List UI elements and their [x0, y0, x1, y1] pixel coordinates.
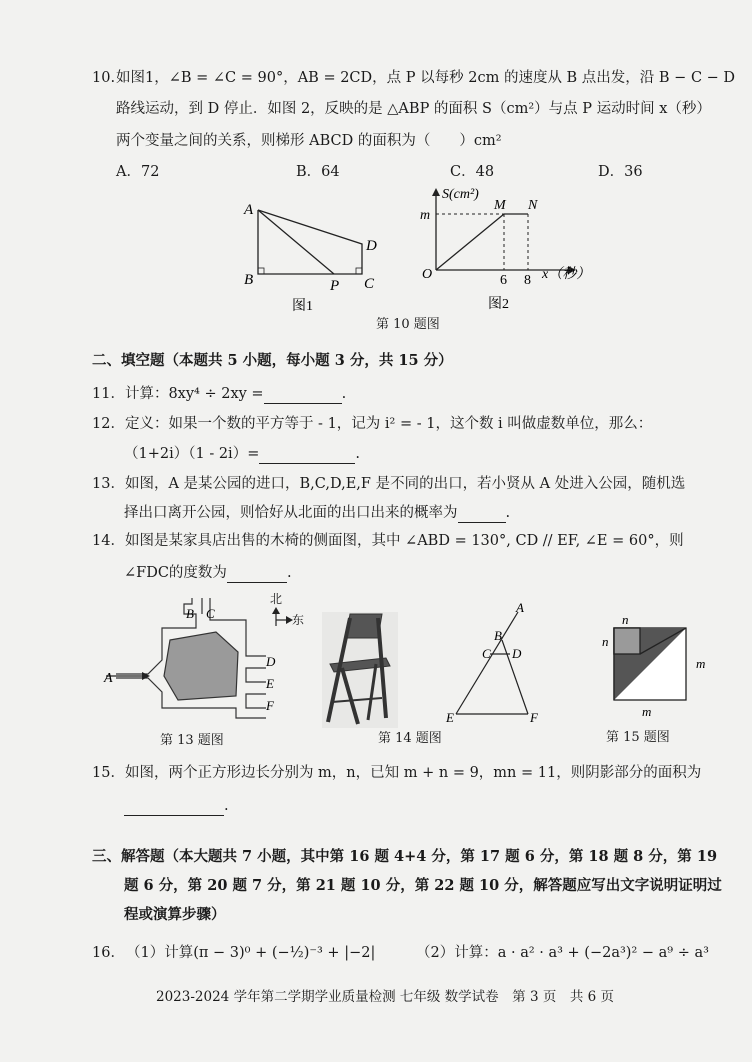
q15-line2: .: [124, 798, 229, 816]
q14-caption: 第 14 题图: [378, 731, 442, 746]
fig1-label-c: C: [364, 276, 375, 292]
q10-figure-caption: 第 10 题图: [376, 317, 440, 332]
q13-answer-blank[interactable]: [458, 505, 506, 523]
q15-squares-figure: [596, 608, 716, 724]
q10-figure2: [412, 184, 602, 314]
compass-north-label: 北: [270, 592, 283, 606]
fig2-caption: 图2: [488, 297, 509, 312]
q15-label-n-left: n: [602, 634, 609, 649]
q10-line1: 如图1，∠B = ∠C = 90°，AB = 2CD，点 P 以每秒 2cm 的速度从 B 点出发，沿 B − C − D: [116, 70, 736, 86]
q14-label-d: D: [512, 646, 522, 661]
q13-label-f: F: [266, 698, 274, 713]
q12-answer-blank[interactable]: [259, 446, 355, 464]
page-footer: 2023-2024 学年第二学期学业质量检测 七年级 数学试卷 第 3 页 共 6 页: [156, 989, 614, 1005]
fig2-label-M: M: [494, 198, 506, 213]
q14-label-e: E: [446, 710, 454, 724]
q14-label-b: B: [494, 628, 502, 643]
q11-answer-blank[interactable]: [264, 386, 342, 404]
q14-label-f: F: [530, 710, 538, 724]
q14-geometry-figure: [444, 600, 550, 724]
q13-caption: 第 13 题图: [160, 733, 224, 748]
fig2-ylabel: S(cm²): [442, 187, 479, 202]
fig1-label-p: P: [330, 278, 340, 294]
q15-line1: 15．如图，两个正方形边长分别为 m，n，已知 m + n = 9，mn = 11，则阴影部分的面积为: [92, 765, 702, 781]
compass-arrows-icon: [264, 606, 294, 636]
fig2-label-O: O: [422, 267, 433, 282]
q12-line2: （1+2i）（1 - 2i）= .: [124, 446, 360, 464]
q16-part1: （1）计算(π − 3)⁰ + (−½)⁻³ + |−2|: [126, 945, 376, 961]
q13-label-b: B: [186, 606, 194, 621]
q15-caption: 第 15 题图: [606, 730, 670, 745]
q11-text: 11．计算：8xy⁴ ÷ 2xy = .: [92, 386, 346, 404]
q14-answer-blank[interactable]: [227, 565, 287, 583]
q14-label-a: A: [516, 600, 524, 615]
q10-option-a: A．72: [116, 164, 160, 180]
q10-option-c: C．48: [450, 164, 495, 180]
q16-part2: （2）计算：a · a² · a³ + (−2a³)² − a⁹ ÷ a³: [416, 945, 709, 961]
q14-label-c: C: [482, 646, 491, 661]
q13-line2: 择出口离开公园，则恰好从北面的出口出来的概率为 .: [124, 505, 510, 523]
q15-label-m-bottom: m: [642, 704, 652, 719]
chair-image: [322, 612, 398, 732]
fig2-xlabel: x（秒）: [542, 267, 591, 282]
q13-label-d: D: [266, 654, 276, 669]
q13-label-a: A: [104, 671, 113, 686]
section3-line1: 三、解答题（本大题共 7 小题，其中第 16 题 4+4 分，第 17 题 6 分，第 18 题 8 分，第 19: [92, 848, 718, 865]
section3-line2: 题 6 分，第 20 题 7 分，第 21 题 10 分，第 22 题 10 分，解答题应写出文字说明证明过: [124, 877, 722, 894]
q12-line1: 12．定义：如果一个数的平方等于 - 1，记为 i² = - 1，这个数 i 叫做虚数单位，那么：: [92, 416, 653, 432]
section2-title: 二、填空题（本题共 5 小题，每小题 3 分，共 15 分）: [92, 352, 453, 369]
q10-line3: 两个变量之间的关系，则梯形 ABCD 的面积为（ ）cm²: [116, 133, 502, 149]
q15-answer-blank[interactable]: [124, 798, 224, 816]
section3-line3: 程或演算步骤）: [124, 906, 226, 923]
q14-line1: 14．如图是某家具店出售的木椅的侧面图，其中 ∠ABD = 130°, CD // EF, ∠E = 60°，则: [92, 533, 684, 549]
fig2-tick-8: 8: [524, 273, 531, 288]
q15-label-m-right: m: [696, 656, 706, 671]
q10-figure1: [236, 196, 396, 314]
compass-east-label: 东: [292, 613, 305, 627]
fig2-tick-6: 6: [500, 273, 507, 288]
fig2-label-N: N: [528, 198, 538, 213]
q10-line2: 路线运动，到 D 停止．如图 2，反映的是 △ABP 的面积 S（cm²）与点 P 运动时间 x（秒）: [116, 101, 711, 117]
fig1-caption: 图1: [292, 299, 313, 314]
q10-option-d: D．36: [598, 164, 643, 180]
fig1-label-b: B: [244, 272, 254, 288]
q15-label-n-top: n: [622, 612, 629, 627]
fig1-label-a: A: [244, 202, 254, 218]
q10-option-b: B．64: [296, 164, 340, 180]
fig2-label-m: m: [420, 208, 431, 223]
q14-line2: ∠FDC的度数为 .: [124, 565, 292, 583]
q13-line1: 13．如图，A 是某公园的进口，B,C,D,E,F 是不同的出口，若小贤从 A 处进入公园，随机选: [92, 476, 686, 492]
q16-number: 16．: [92, 945, 125, 961]
q13-label-c: C: [206, 606, 215, 621]
q13-label-e: E: [266, 676, 274, 691]
fig1-label-d: D: [366, 238, 377, 254]
q10-number: 10.: [92, 70, 116, 86]
